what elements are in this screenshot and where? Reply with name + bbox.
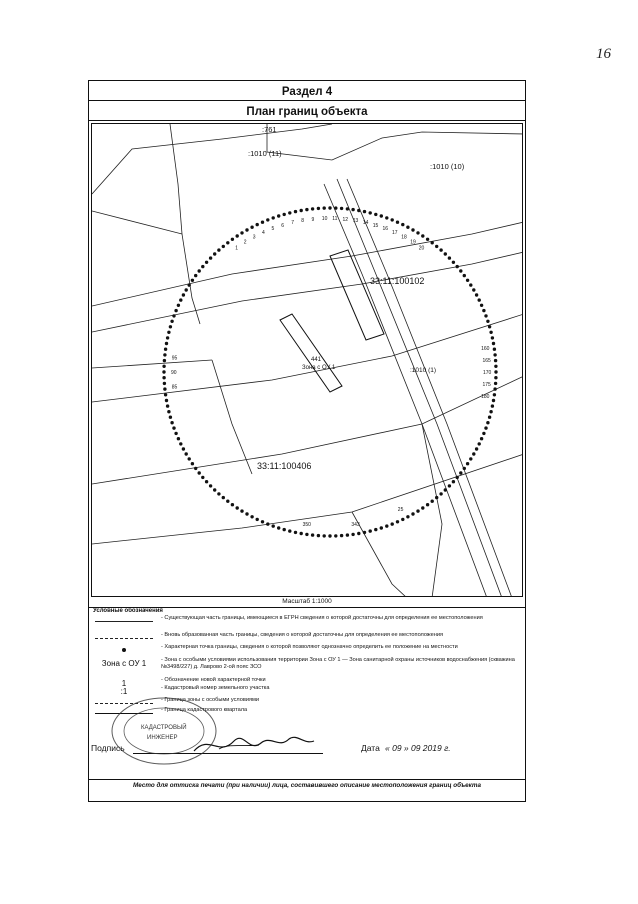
zone-label: Зона с ОУ 1	[302, 365, 336, 371]
characteristic-point	[162, 376, 165, 379]
zone-rectangle	[280, 314, 342, 392]
characteristic-point	[266, 218, 269, 221]
characteristic-point	[305, 533, 308, 536]
characteristic-point	[166, 336, 169, 339]
characteristic-point	[363, 531, 366, 534]
characteristic-point	[369, 211, 372, 214]
characteristic-point	[426, 503, 429, 506]
characteristic-point	[277, 526, 280, 529]
characteristic-point	[439, 492, 442, 495]
plan-title: План границ объекта	[89, 103, 525, 121]
characteristic-point	[240, 509, 243, 512]
characteristic-point	[174, 432, 177, 435]
characteristic-point	[311, 207, 314, 210]
characteristic-point	[493, 353, 496, 356]
characteristic-point	[236, 234, 239, 237]
characteristic-point	[283, 213, 286, 216]
characteristic-point	[194, 274, 197, 277]
characteristic-point	[300, 532, 303, 535]
characteristic-point	[311, 533, 314, 536]
characteristic-point	[459, 471, 462, 474]
parcel-boundary-line	[92, 252, 523, 332]
legend-text: - Граница кадастрового квартала	[161, 707, 248, 713]
characteristic-point	[444, 252, 447, 255]
legend-text: - Зона с особыми условиями использования территории Зона с ОУ 1 — Зона санитарной охраны источников водоснабжения (скважина №3498/227) д. Лаврово 2-ой пояс ЗСО	[161, 657, 515, 670]
characteristic-point	[288, 529, 291, 532]
characteristic-point	[198, 269, 201, 272]
characteristic-point	[459, 269, 462, 272]
characteristic-point	[494, 370, 497, 373]
characteristic-point	[188, 457, 191, 460]
legend-text: - Граница зоны с особыми условиями	[161, 697, 259, 703]
characteristic-point	[236, 506, 239, 509]
characteristic-point	[406, 226, 409, 229]
point-number-label: 11	[332, 216, 338, 223]
characteristic-point	[165, 399, 168, 402]
point-number-label: 165	[482, 357, 491, 364]
characteristic-point	[448, 256, 451, 259]
parcel-boundary-line	[92, 222, 523, 306]
zone-number-label: 441	[311, 357, 322, 363]
characteristic-point	[406, 515, 409, 518]
characteristic-point	[185, 288, 188, 291]
date-value: « 09 » 09 2019 г.	[385, 743, 451, 753]
characteristic-point	[162, 365, 165, 368]
legend-text: - Обозначение новой характерной точки	[161, 677, 266, 683]
characteristic-point	[396, 520, 399, 523]
characteristic-point	[439, 248, 442, 251]
characteristic-point	[174, 309, 177, 312]
legend-symbol	[93, 615, 155, 627]
point-number-label: 16	[382, 226, 389, 233]
characteristic-point	[444, 488, 447, 491]
parcel-boundary-line	[92, 314, 523, 402]
quarter-label-bottom: 33:11:100406	[257, 461, 312, 471]
characteristic-point	[334, 206, 337, 209]
point-number-label: 90	[171, 370, 177, 376]
point-number-label: 25	[397, 507, 404, 514]
legend-text: - Существующая часть границы, имеющиеся в ЕГРН сведения о которой достаточны для определения ее местоположения	[161, 615, 483, 621]
svg-text:ИНЖЕНЕР: ИНЖЕНЕР	[147, 735, 178, 741]
characteristic-point	[288, 211, 291, 214]
characteristic-point	[245, 228, 248, 231]
characteristic-point	[164, 348, 167, 351]
point-number-label: 350	[302, 522, 311, 529]
characteristic-point	[169, 325, 172, 328]
characteristic-point	[305, 208, 308, 211]
characteristic-point	[472, 452, 475, 455]
point-number-label: 18	[401, 234, 407, 241]
point-number-label: 160	[481, 345, 490, 352]
characteristic-point	[380, 526, 383, 529]
legend-text: - Характерная точка границы, сведения о которой позволяют однозначно определить ее положение на местности	[161, 644, 458, 650]
characteristic-point	[391, 218, 394, 221]
parcel-boundary-line	[92, 360, 212, 368]
characteristic-point	[401, 518, 404, 521]
legend-text: - Вновь образованная часть границы, сведения о которой достаточны для определения ее местоположения	[161, 632, 444, 638]
document-frame	[88, 80, 526, 802]
date-label: Дата	[361, 743, 380, 753]
characteristic-point	[431, 500, 434, 503]
characteristic-point	[317, 534, 320, 537]
characteristic-point	[201, 265, 204, 268]
footer-note: Место для оттиска печати (при наличии) лица, составившего описание местоположения границ объекта	[89, 779, 525, 789]
quarter-boundary-line	[92, 124, 332, 194]
characteristic-point	[226, 241, 229, 244]
characteristic-point	[222, 245, 225, 248]
characteristic-point	[217, 492, 220, 495]
point-number-label: 10	[321, 216, 328, 223]
stamp-seal	[109, 695, 219, 767]
signature-label: Подпись	[91, 743, 125, 753]
characteristic-point	[194, 467, 197, 470]
characteristic-point	[456, 265, 459, 268]
characteristic-point	[463, 274, 466, 277]
parcel-boundary-line	[352, 512, 407, 597]
parcel-label-1010-10: :1010 (10)	[430, 162, 465, 171]
characteristic-point	[489, 331, 492, 334]
legend-text: - Кадастровый номер земельного участка	[161, 685, 270, 691]
characteristic-point	[484, 314, 487, 317]
characteristic-point	[163, 387, 166, 390]
characteristic-point	[166, 404, 169, 407]
characteristic-point	[294, 531, 297, 534]
characteristic-point	[494, 376, 497, 379]
characteristic-point	[482, 309, 485, 312]
characteristic-point	[213, 488, 216, 491]
characteristic-point	[167, 331, 170, 334]
map-canvas	[92, 124, 523, 597]
point-number-label: 3	[252, 234, 256, 241]
characteristic-point	[351, 208, 354, 211]
characteristic-point	[328, 534, 331, 537]
characteristic-point	[179, 298, 182, 301]
characteristic-point	[363, 210, 366, 213]
characteristic-point	[250, 515, 253, 518]
characteristic-point	[346, 207, 349, 210]
characteristic-point	[431, 241, 434, 244]
characteristic-point	[472, 288, 475, 291]
characteristic-point	[169, 416, 172, 419]
point-number-label: 4	[262, 230, 265, 236]
characteristic-point	[396, 221, 399, 224]
characteristic-point	[163, 359, 166, 362]
characteristic-point	[452, 480, 455, 483]
characteristic-point	[486, 421, 489, 424]
characteristic-point	[250, 226, 253, 229]
characteristic-point	[369, 529, 372, 532]
characteristic-point	[492, 342, 495, 345]
characteristic-point	[493, 393, 496, 396]
characteristic-point	[294, 210, 297, 213]
legend-title: Условные обозначения	[93, 608, 163, 614]
legend-symbol: :1	[120, 686, 128, 696]
legend-symbol	[93, 644, 155, 656]
characteristic-point	[256, 223, 259, 226]
point-number-label: 1	[235, 245, 239, 252]
svg-text:КАДАСТРОВЫЙ: КАДАСТРОВЫЙ	[141, 725, 187, 731]
characteristic-point	[391, 522, 394, 525]
characteristic-point	[346, 533, 349, 536]
characteristic-point	[494, 359, 497, 362]
characteristic-point	[261, 520, 264, 523]
characteristic-point	[435, 496, 438, 499]
point-number-label: 2	[243, 239, 247, 246]
point-number-label: 175	[482, 382, 491, 389]
characteristic-point	[340, 207, 343, 210]
road-line	[337, 179, 502, 597]
characteristic-point	[340, 534, 343, 537]
point-number-label: 95	[171, 355, 178, 362]
characteristic-point	[357, 209, 360, 212]
characteristic-point	[411, 512, 414, 515]
legend-symbol: 1	[121, 678, 127, 688]
characteristic-point	[482, 432, 485, 435]
point-number-label: 13	[352, 218, 359, 225]
characteristic-point	[323, 206, 326, 209]
characteristic-point	[261, 221, 264, 224]
point-number-label: 17	[392, 230, 398, 236]
characteristic-point	[177, 437, 180, 440]
legend-symbol: Зона с ОУ 1	[101, 658, 147, 668]
characteristic-point	[245, 512, 248, 515]
characteristic-point	[277, 214, 280, 217]
characteristic-point	[201, 476, 204, 479]
point-number-label: 5	[271, 226, 275, 233]
point-number-label: 14	[362, 220, 369, 227]
characteristic-point	[272, 216, 275, 219]
characteristic-point	[478, 298, 481, 301]
characteristic-point	[466, 462, 469, 465]
point-number-label: 6	[281, 222, 285, 229]
characteristic-point	[475, 447, 478, 450]
characteristic-point	[231, 503, 234, 506]
characteristic-point	[475, 293, 478, 296]
characteristic-point	[401, 223, 404, 226]
boundary-plan-map[interactable]	[91, 123, 523, 597]
characteristic-point	[240, 231, 243, 234]
characteristic-point	[421, 234, 424, 237]
characteristic-point	[469, 283, 472, 286]
characteristic-point	[167, 410, 170, 413]
characteristic-point	[170, 421, 173, 424]
point-number-label: 7	[291, 220, 294, 227]
characteristic-point	[205, 261, 208, 264]
point-number-label: 85	[171, 384, 178, 391]
point-number-label: 19	[410, 239, 416, 246]
quarter-label-top: 33:11:100102	[370, 276, 425, 286]
characteristic-point	[448, 484, 451, 487]
characteristic-point	[231, 238, 234, 241]
characteristic-point	[374, 213, 377, 216]
characteristic-point	[456, 476, 459, 479]
characteristic-point	[170, 320, 173, 323]
characteristic-point	[480, 437, 483, 440]
characteristic-point	[164, 393, 167, 396]
characteristic-point	[435, 245, 438, 248]
characteristic-point	[205, 480, 208, 483]
characteristic-point	[323, 534, 326, 537]
characteristic-point	[491, 336, 494, 339]
characteristic-point	[452, 261, 455, 264]
characteristic-point	[421, 506, 424, 509]
characteristic-point	[486, 320, 489, 323]
characteristic-point	[374, 528, 377, 531]
scale-text: Масштаб 1:1000	[89, 597, 525, 608]
point-number-label: 343	[351, 522, 360, 529]
characteristic-point	[334, 534, 337, 537]
point-number-label: 9	[311, 216, 315, 223]
characteristic-point	[351, 533, 354, 536]
characteristic-point	[480, 304, 483, 307]
characteristic-point	[266, 522, 269, 525]
characteristic-point	[185, 452, 188, 455]
characteristic-point	[426, 238, 429, 241]
characteristic-point	[300, 209, 303, 212]
characteristic-point	[182, 293, 185, 296]
parcel-label-1010-11: :1010 (11)	[248, 149, 282, 158]
characteristic-point	[484, 426, 487, 429]
characteristic-point	[489, 410, 492, 413]
characteristic-point	[256, 518, 259, 521]
characteristic-point	[272, 524, 275, 527]
characteristic-point	[172, 314, 175, 317]
characteristic-point	[491, 404, 494, 407]
characteristic-point	[466, 279, 469, 282]
characteristic-point	[494, 382, 497, 385]
point-number-label: 8	[301, 218, 305, 225]
point-number-label: 15	[372, 222, 379, 229]
characteristic-point	[217, 248, 220, 251]
characteristic-point	[165, 342, 168, 345]
point-number-label: 20	[418, 245, 425, 252]
characteristic-point	[209, 484, 212, 487]
characteristic-point	[357, 532, 360, 535]
characteristic-point	[488, 325, 491, 328]
characteristic-point	[283, 528, 286, 531]
characteristic-point	[191, 279, 194, 282]
parcel-label-1010-1: :1010 (1)	[410, 367, 437, 374]
characteristic-point	[385, 524, 388, 527]
parcel-label-761: :761	[262, 125, 277, 134]
characteristic-point	[191, 462, 194, 465]
characteristic-point	[492, 399, 495, 402]
characteristic-point	[198, 471, 201, 474]
characteristic-point	[222, 496, 225, 499]
characteristic-point	[172, 426, 175, 429]
characteristic-point	[416, 231, 419, 234]
page-number: 16	[596, 46, 611, 62]
characteristic-point	[493, 348, 496, 351]
characteristic-point	[478, 442, 481, 445]
point-number-label: 170	[483, 370, 492, 376]
characteristic-point	[163, 353, 166, 356]
characteristic-point	[213, 252, 216, 255]
characteristic-point	[226, 500, 229, 503]
point-number-label: 12	[342, 216, 349, 223]
characteristic-point	[188, 283, 191, 286]
characteristic-point	[416, 509, 419, 512]
section-title: Раздел 4	[89, 83, 525, 101]
characteristic-point	[488, 416, 491, 419]
characteristic-point	[179, 442, 182, 445]
characteristic-point	[163, 382, 166, 385]
point-number-label: 180	[481, 394, 490, 401]
parcel-boundary-line	[267, 124, 523, 160]
characteristic-point	[385, 216, 388, 219]
characteristic-point	[380, 214, 383, 217]
characteristic-point	[469, 457, 472, 460]
characteristic-point	[463, 467, 466, 470]
characteristic-point	[317, 207, 320, 210]
characteristic-point	[177, 304, 180, 307]
parcel-boundary-line	[212, 360, 252, 474]
characteristic-point	[162, 370, 165, 373]
characteristic-point	[209, 256, 212, 259]
zone-rectangle	[330, 250, 384, 340]
characteristic-point	[328, 206, 331, 209]
characteristic-point	[494, 365, 497, 368]
characteristic-point	[411, 228, 414, 231]
characteristic-point	[182, 447, 185, 450]
legend-symbol	[93, 632, 155, 644]
characteristic-point	[493, 387, 496, 390]
